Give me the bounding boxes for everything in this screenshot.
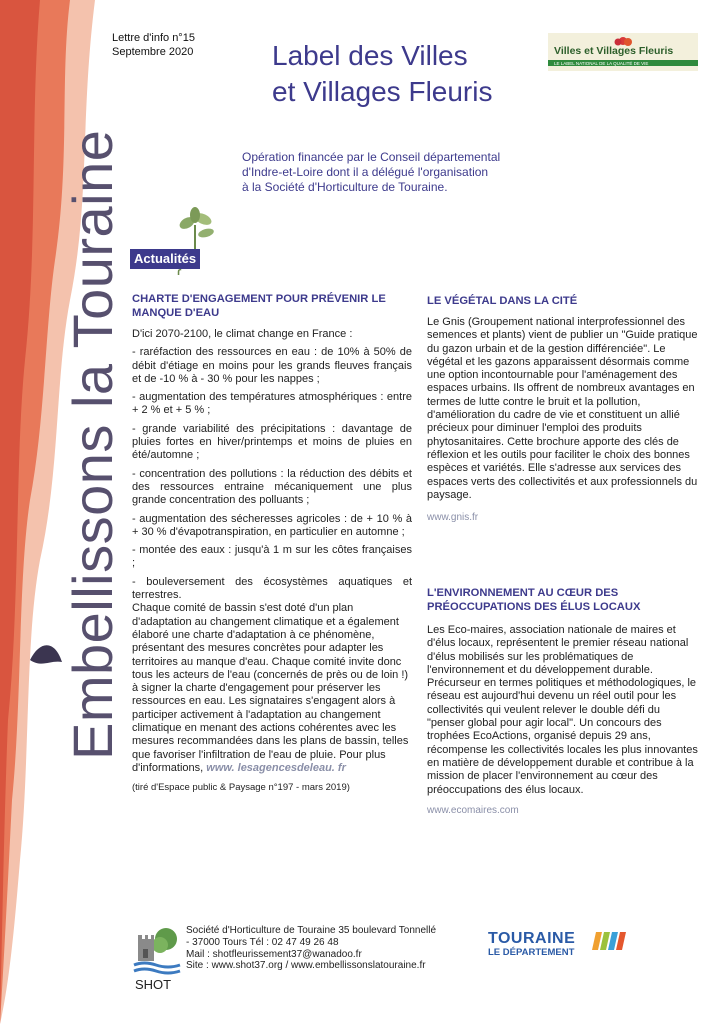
gnis-link[interactable]: www.gnis.fr	[427, 512, 479, 524]
intro-line-2: d'Indre-et-Loire dont il a délégué l'organisation	[242, 165, 489, 179]
left-article	[132, 292, 412, 800]
left-article-title: CHARTE D'ENGAGEMENT POUR PRÉVENIR LE MANQUE D'EAU	[132, 293, 386, 319]
intro-line-1: Opération financée par le Conseil départemental	[242, 150, 501, 164]
castle-icon	[132, 925, 182, 977]
left-article-paragraph: Chaque comité de bassin s'est doté d'un plan d'adaptation au changement climatique et a également élaboré une charte d'adaptation à ce phénomène, présentant des mesures concrètes pour adapter les territoires au manque d'eau. Chaque comité invite donc tous les acteurs de l'eau (concernés de près ou de loin !) à signer la charte d'engagement pour préserver les ressources en eau. Les signataires s'engagent alors à participer activement à l'adaptation au changement climatique en menant des actions cohérentes avec les mesures recommandées dans les plans de bassin, telles que favoriser l'infiltration de l'eau de pluie. Pour plus d'informations,	[132, 602, 409, 774]
bullet-item: - bouleversement des écosystèmes aquatiques et terrestres.	[132, 575, 412, 602]
touraine-logo-subtext: LE DÉPARTEMENT	[488, 947, 575, 958]
footer-line: Société d'Horticulture de Touraine 35 boulevard Tonnellé	[186, 925, 437, 936]
left-article-lead: D'ici 2070-2100, le climat change en France :	[132, 328, 353, 340]
agences-eau-link[interactable]: www. lesagencesdeleau. fr	[206, 761, 346, 774]
left-article-paragraph-wrap	[132, 602, 412, 775]
ecomaires-link[interactable]: www.ecomaires.com	[427, 804, 519, 816]
title-line-2: et Villages Fleuris	[272, 76, 493, 107]
issue-number: Lettre d'info n°15	[112, 32, 195, 44]
title-line-1: Label des Villes	[272, 40, 468, 71]
touraine-color-bars-icon	[592, 930, 632, 952]
right-article-2-title: L'ENVIRONNEMENT AU CŒUR DES PRÉOCCUPATIONS DES ÉLUS LOCAUX	[427, 587, 641, 613]
footer-line: - 37000 Tours Tél : 02 47 49 26 48	[186, 936, 339, 948]
bullet-item: - augmentation des sécheresses agricoles : de + 10 % à + 30 % d'évapotranspiration, en particulier en automne ;	[132, 512, 412, 538]
vertical-side-title: Embellissons la Touraine	[61, 129, 124, 760]
intro-text	[242, 150, 562, 195]
issue-date: Septembre 2020	[112, 46, 194, 58]
villes-villages-fleuris-logo	[548, 33, 698, 71]
left-article-source: (tiré d'Espace public & Paysage n°197 - mars 2019)	[132, 782, 350, 794]
touraine-logo-text: TOURAINE	[488, 930, 576, 947]
sprout-icon: ɾ	[177, 266, 182, 278]
intro-line-3: à la Société d'Horticulture de Touraine.	[242, 180, 448, 194]
right-article-1	[427, 294, 699, 523]
touraine-departement-logo	[488, 930, 638, 960]
bullet-item: - concentration des pollutions : la réduction des débits et des ressources entraine mécaniquement une plus grande concentration des polluants ;	[132, 467, 412, 507]
logo-text: Villes et Villages Fleuris	[554, 45, 674, 57]
right-article-1-title: LE VÉGÉTAL DANS LA CITÉ	[427, 295, 578, 307]
footer-mail[interactable]: Mail : shotfleurissement37@wanadoo.fr	[186, 948, 362, 960]
shot-logo	[132, 925, 182, 995]
right-article-2-text: Les Eco-maires, association nationale de maires et d'élus locaux, représentent le premier réseau national d'élus mobilisés sur les problématiques de l'environnement et du développement durable. Précurseur en termes politiques et méthodologiques, le réseau est aujourd'hui devenu un réel outil pour les collectivités qui veulent relever le double défi du "penser global pour agir local". Un concours des trophées EcoActions, organisé depuis 29 ans, récompense les collectivités locales les plus innovantes en matière de développement durable et contribue à la mission de placer l'environnement au cœur des préoccupations des élus locaux.	[427, 624, 698, 796]
footer-contact	[186, 925, 436, 972]
bullet-item: - raréfaction des ressources en eau : de 10% à 50% de débit d'étiage en moins pour les grands fleuves français et de -10 % à - 30 % pour les nappes ;	[132, 346, 412, 385]
footer-sites[interactable]: Site : www.shot37.org / www.embellissonslatouraine.fr	[186, 960, 426, 972]
right-article-1-text: Le Gnis (Groupement national interprofessionnel des semences et plants) vient de publier un "Guide pratique du gazon urbain et de la gestion différenciée". Le végétal et les gazons apparaissent désormais comme une option incontournable pour l'aménagement des espaces urbains. Ils offrent de nombreux avantages en termes de lutte contre le bruit et la pollution, d'amélioration du cadre de vie et constituent un allié précieux pour diminuer l'emploi des produits phytosanitaires. Cette brochure apporte des clés de réflexion et les outils pour faciliter le choix des bonnes espèces et variétés. Elle s'adresse aux services des espaces verts des collectivités et aux professionnels du paysage.	[427, 316, 698, 501]
logo-subtext: LE LABEL NATIONAL DE LA QUALITÉ DE VIE	[554, 61, 649, 66]
bullet-item: - grande variabilité des précipitations : davantage de pluies fortes en hiver/printemps et moins de pluies en été/automne ;	[132, 422, 412, 462]
actualites-label: Actualités	[130, 249, 200, 269]
shot-label: SHOT	[135, 977, 172, 992]
page-title	[272, 38, 492, 110]
issue-info	[112, 31, 195, 59]
bullet-item: - augmentation des températures atmosphériques : entre + 2 % et + 5 % ;	[132, 391, 412, 417]
plant-icon	[173, 207, 217, 251]
bullet-item: - montée des eaux : jusqu'à 1 m sur les côtes françaises ;	[132, 544, 412, 570]
actualites-badge	[127, 207, 227, 277]
right-article-2	[427, 586, 699, 816]
